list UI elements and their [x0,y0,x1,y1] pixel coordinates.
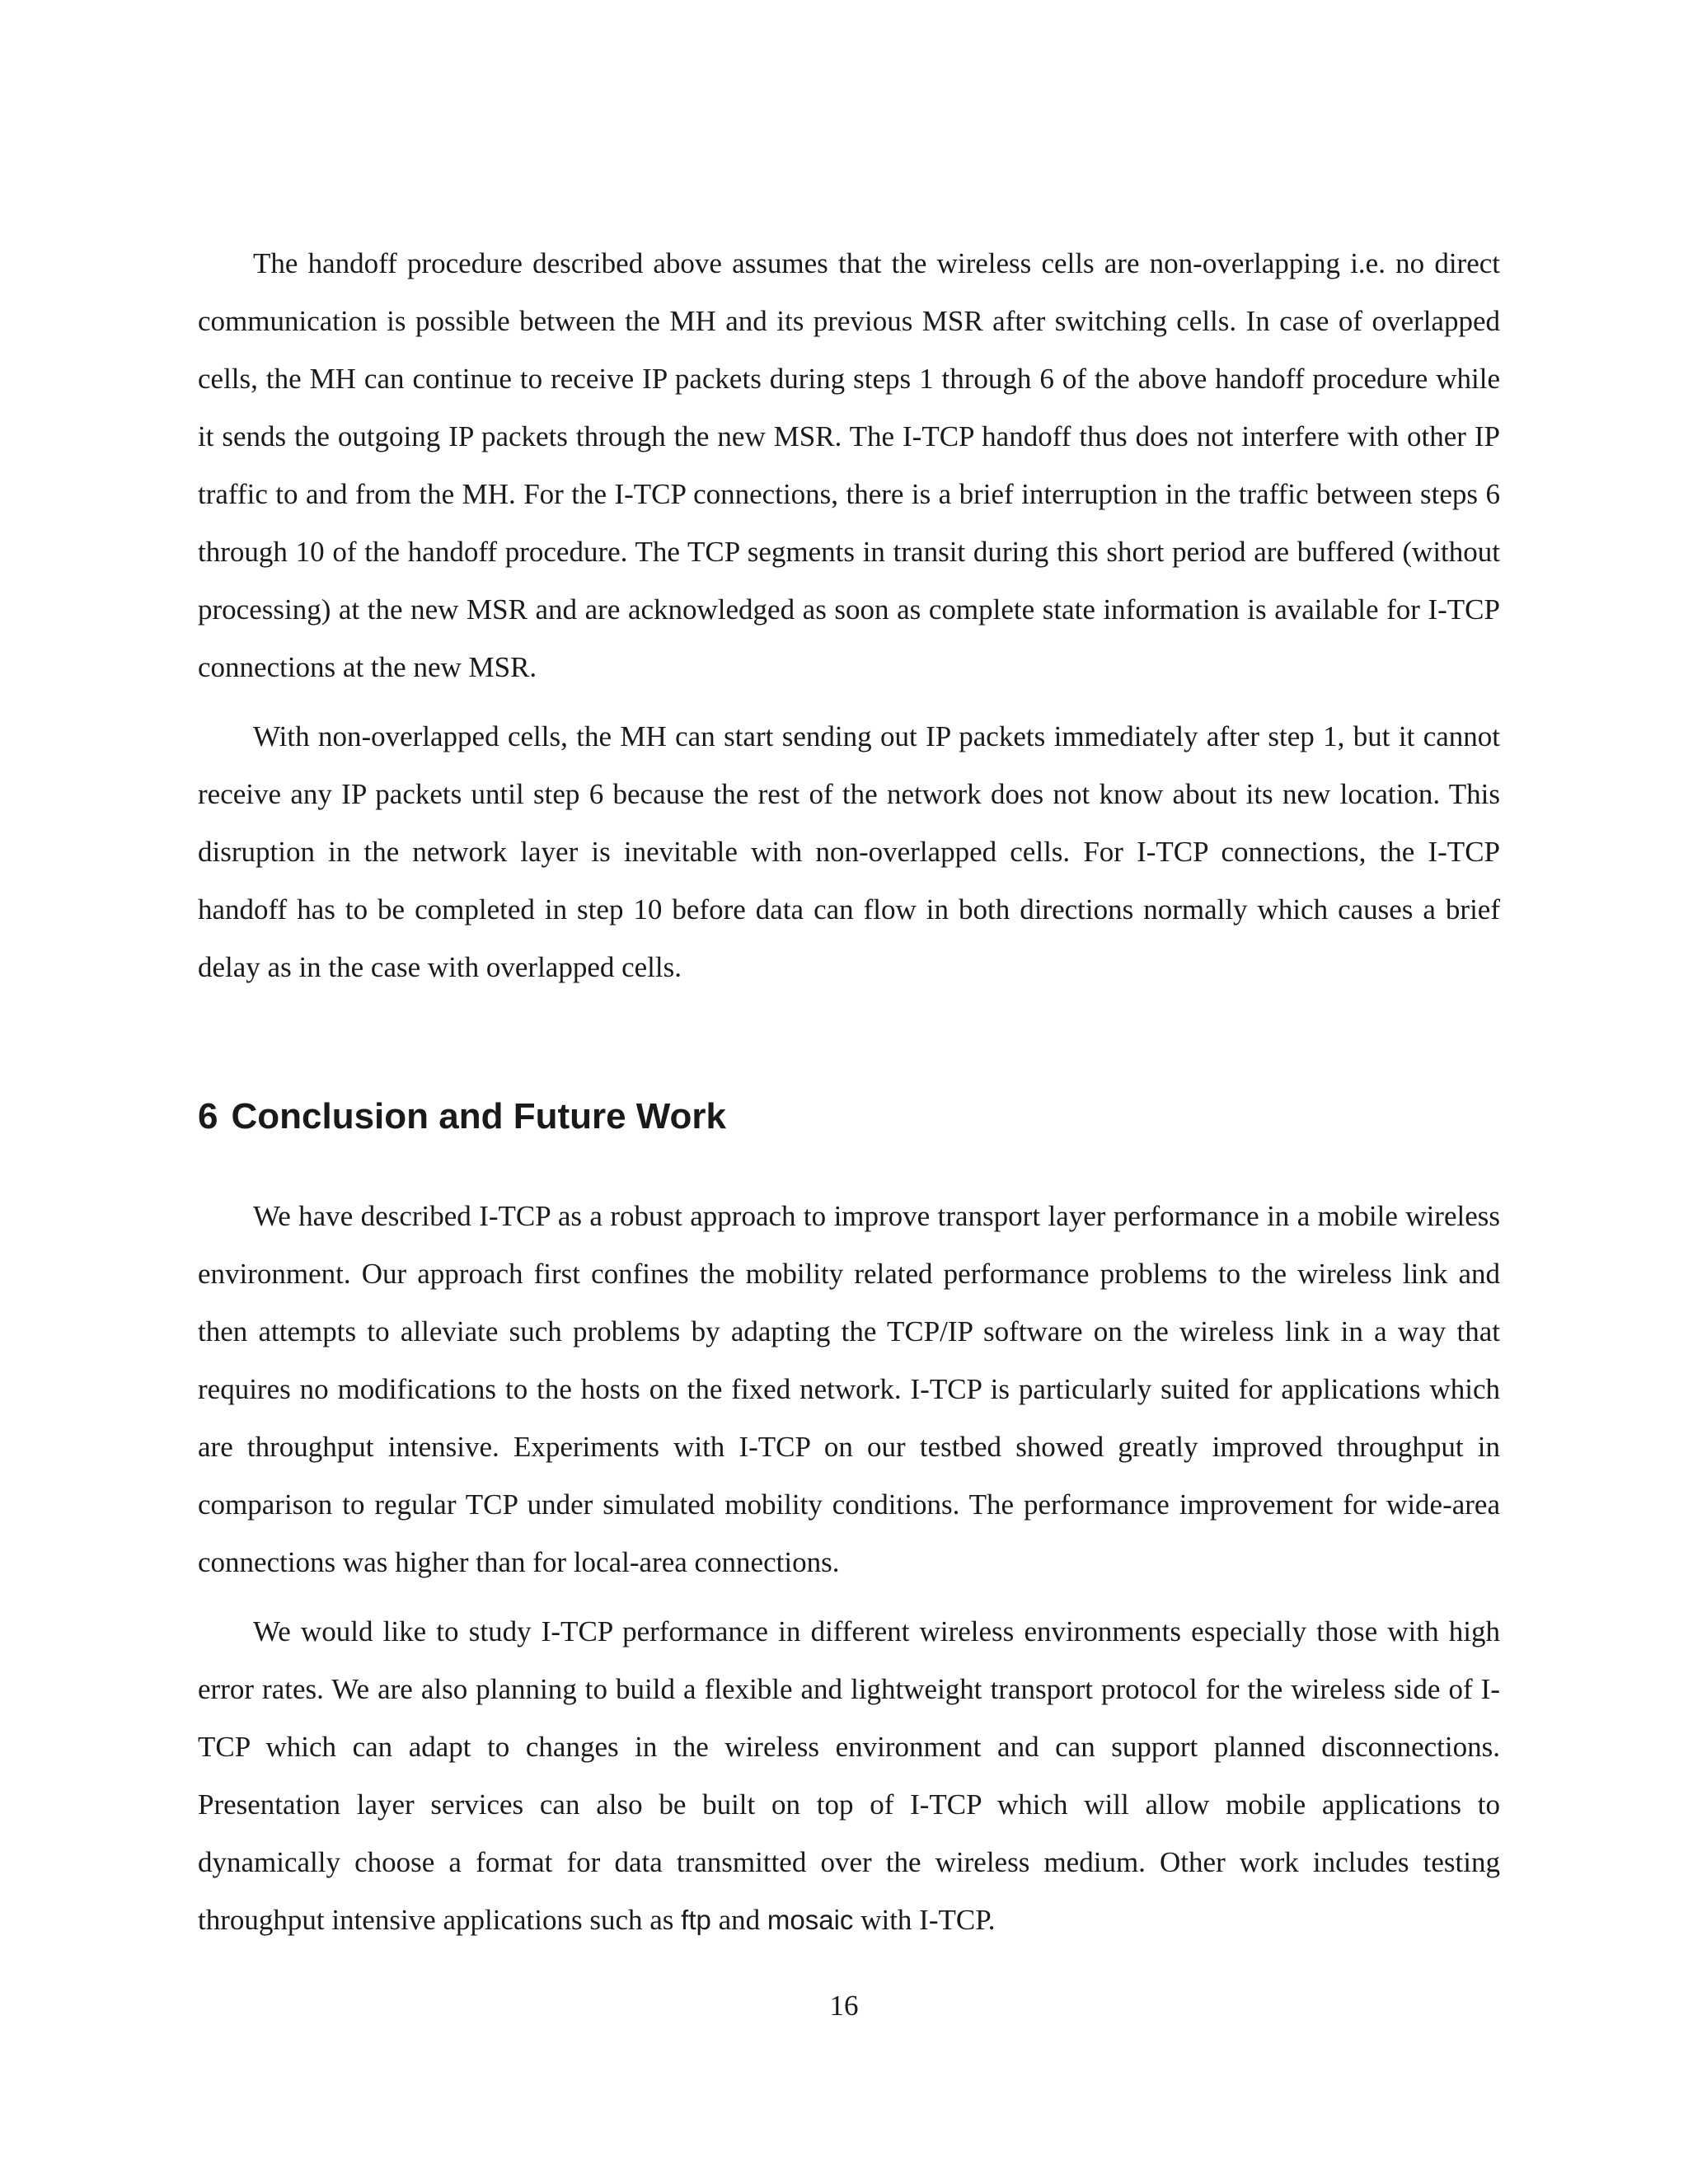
paragraph-future-work [198,1603,1500,1949]
section-title: Conclusion and Future Work [231,1096,727,1137]
future-work-text: We would like to study I-TCP performance in different wireless environments especially those with high error rates. We are also planning to build a flexible and lightweight transport protocol for the wireless side of I-TCP which can adapt to changes in the wireless environment and can support planned disconnections. Presentation layer services can also be built on top of I-TCP which will allow mobile applications to dynamically choose a format for data transmitted over the wireless medium. Other work includes testing throughput intensive applications such as [198,1615,1500,1936]
paragraph-conclusion-summary: We have described I-TCP as a robust approach to improve transport layer performance in a mobile wireless environment. Our approach first confines the mobility related performance problems to the wireless link and then attempts to alleviate such problems by adapting the TCP/IP software on the wireless link in a way that requires no modifications to the hosts on the fixed network. I-TCP is particularly suited for applications which are throughput intensive. Experiments with I-TCP on our testbed showed greatly improved throughput in comparison to regular TCP under simulated mobility conditions. The performance improvement for wide-area connections was higher than for local-area connections. [198,1200,1500,1578]
inline-term-mosaic: mosaic [767,1905,854,1935]
page-number: 16 [829,1990,859,2022]
future-work-and: and [710,1904,767,1936]
future-work-end: with I-TCP. [853,1904,996,1936]
section-number: 6 [198,1096,218,1137]
section-heading [198,1094,1500,1140]
page-body [198,235,1500,1949]
inline-term-ftp: ftp [681,1905,711,1935]
paragraph-handoff-non-overlap: With non-overlapped cells, the MH can start sending out IP packets immediately after step 1, but it cannot receive any IP packets until step 6 because the rest of the network does not know about its new location. This disruption in the network layer is inevitable with non-overlapped cells. For I-TCP connections, the I-TCP handoff has to be completed in step 10 before data can flow in both directions normally which causes a brief delay as in the case with overlapped cells. [198,720,1500,983]
paragraph-handoff-overlap: The handoff procedure described above assumes that the wireless cells are non-overlapping i.e. no direct communication is possible between the MH and its previous MSR after switching cells. In case of overlapped cells, the MH can continue to receive IP packets during steps 1 through 6 of the above handoff procedure while it sends the outgoing IP packets through the new MSR. The I-TCP handoff thus does not interfere with other IP traffic to and from the MH. For the I-TCP connections, there is a brief interruption in the traffic between steps 6 through 10 of the handoff procedure. The TCP segments in transit during this short period are buffered (without processing) at the new MSR and are acknowledged as soon as complete state information is available for I-TCP connections at the new MSR. [198,247,1500,683]
